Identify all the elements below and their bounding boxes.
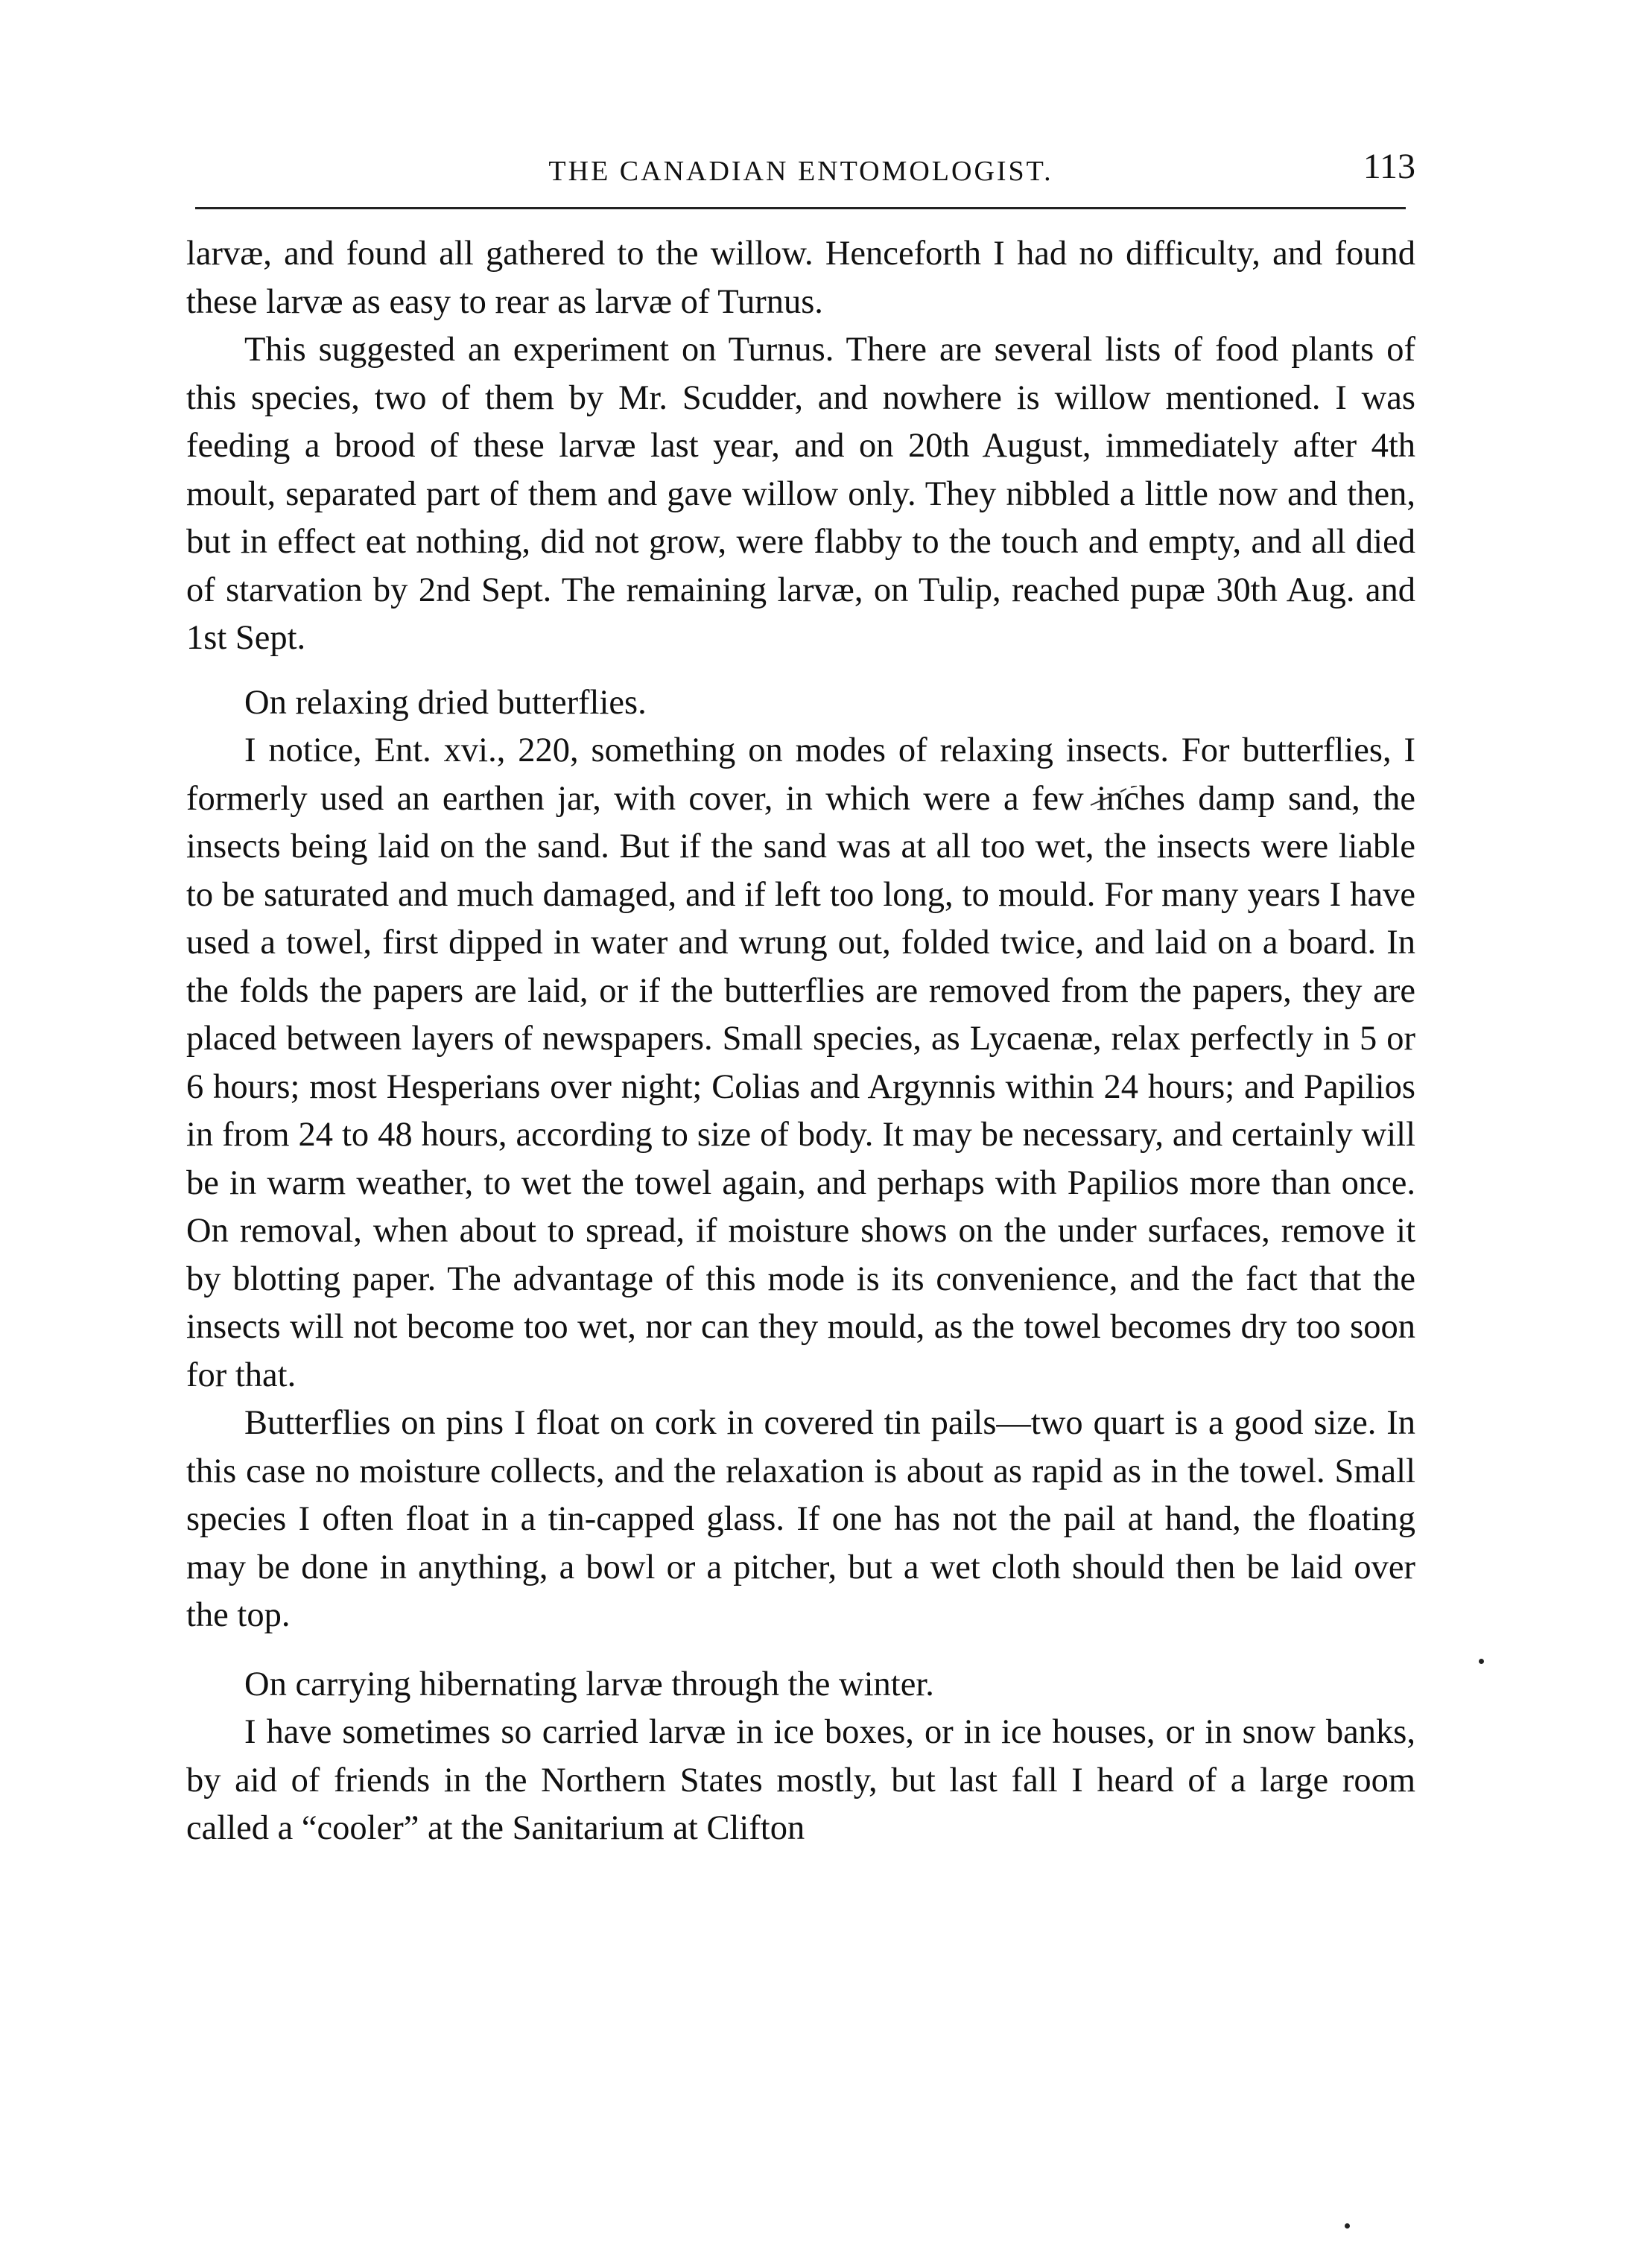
paragraph-relaxing-method: I notice, Ent. xvi., 220, something on modes of relaxing insects. For butterflies, I formerly used an earthen jar, with cover, in which were a few inches damp sand, the insects being laid on the sand. But if the sand was at all too wet, the insects were liable to be saturated and much damaged, and if left too long, to mould. For many years I have used a towel, first dipped in water and wrung out, folded twice, and laid on a board. In the folds the papers are laid, or if the butterflies are removed from the papers, they are placed between layers of newspapers. Small species, as Lycaenæ, relax perfectly in 5 or 6 hours; most Hesperians over night; Colias and Argynnis within 24 hours; and Papilios in from 24 to 48 hours, according to size of body. It may be necessary, and certainly will be in warm weather, to wet the towel again, and perhaps with Papilios more than once. On removal, when about to spread, if moisture shows on the under surfaces, remove it by blotting paper. The advantage of this mode is its convenience, and the fact that the insects will not become too wet, nor can they mould, as the towel becomes dry too soon for that. [186, 731, 1415, 1394]
body-text [186, 230, 1415, 1853]
section-heading-hibernating: On carrying hibernating larvæ through the winter. [244, 1665, 934, 1703]
stray-pencil-mark [1088, 786, 1140, 808]
paragraph-turnus-experiment: This suggested an experiment on Turnus. There are several lists of food plants of this species, two of them by Mr. Scudder, and nowhere is willow mentioned. I was feeding a brood of these larvæ last year, and on 20th August, immediately after 4th moult, separated part of them and gave willow only. They nibbled a little now and then, but in effect eat nothing, did not grow, were flabby to the touch and empty, and all died of starvation by 2nd Sept. The remaining larvæ, on Tulip, reached pupæ 30th Aug. and 1st Sept. [186, 331, 1415, 657]
margin-dot [1479, 1659, 1484, 1664]
paragraph-continuation: larvæ, and found all gathered to the willow. Henceforth I had no difficulty, and found these larvæ as easy to rear as larvæ of Turnus. [186, 235, 1415, 321]
page-header [186, 142, 1415, 194]
paragraph-pins-cork: Butterflies on pins I float on cork in covered tin pails—two quart is a good size. In this case no moisture collects, and the relaxation is about as rapid as in the towel. Small species I often float in a tin-capped glass. If one has not the pail at hand, the floating may be done in anything, a bowl or a pitcher, but a wet cloth should then be laid over the top. [186, 1404, 1415, 1634]
section-heading-relaxing: On relaxing dried butterflies. [244, 683, 647, 722]
page-number: 113 [1363, 147, 1415, 186]
margin-dot [1345, 2223, 1350, 2229]
paragraph-hibernating: I have sometimes so carried larvæ in ice boxes, or in ice houses, or in snow banks, by aid of friends in the Northern States mostly, but last fall I heard of a large room called a “cooler” at the Sanitarium at Clifton [186, 1713, 1415, 1847]
page [186, 142, 1415, 1853]
running-title: THE CANADIAN ENTOMOLOGIST. [548, 156, 1053, 187]
header-rule [195, 207, 1406, 209]
